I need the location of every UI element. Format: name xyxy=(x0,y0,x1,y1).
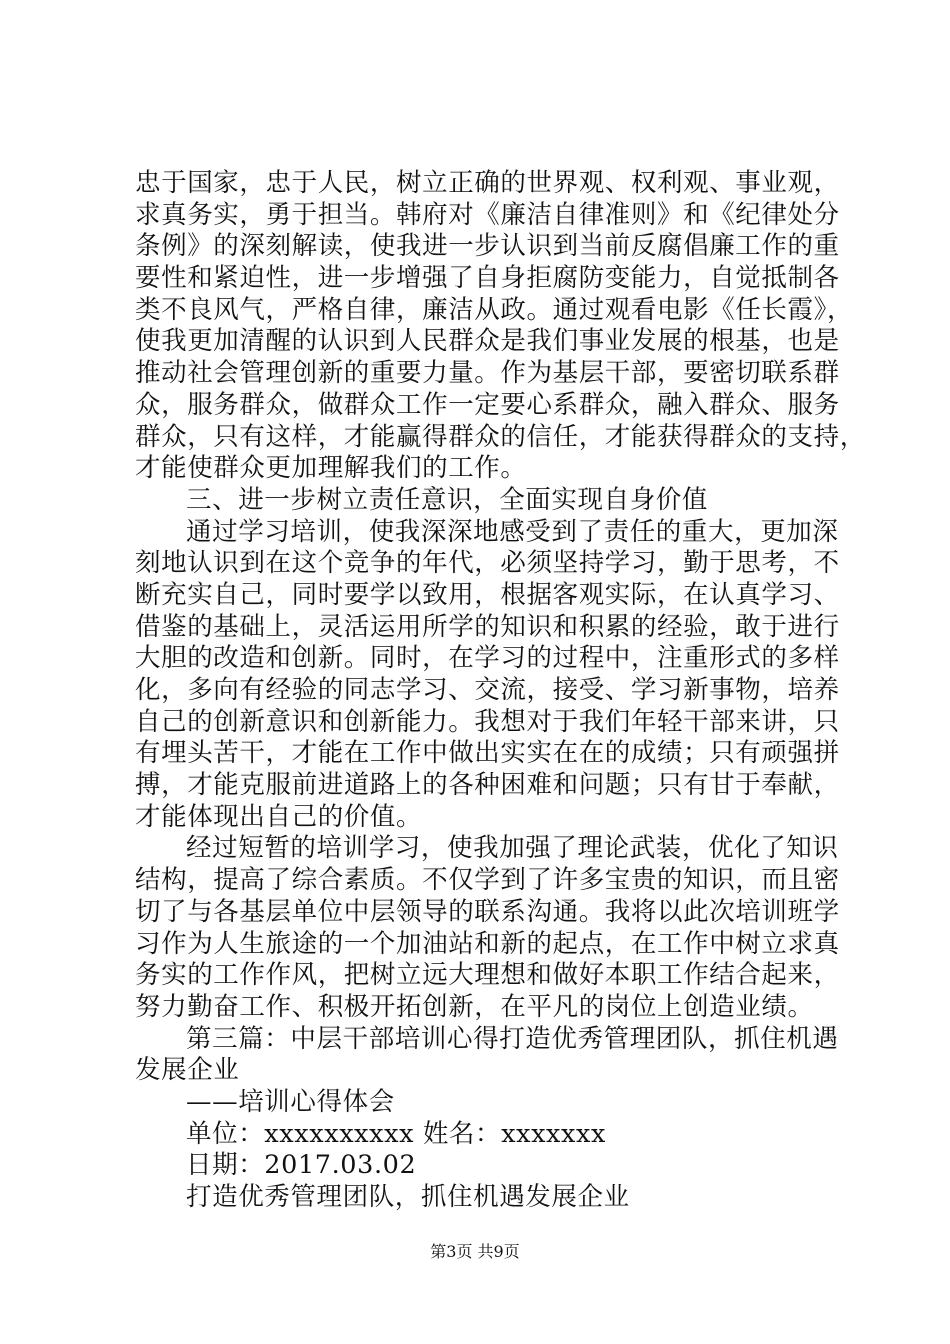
text-line: 单位：xxxxxxxxxx 姓名：xxxxxxx xyxy=(186,1118,606,1149)
text-line: 推动社会管理创新的重要力量。作为基层干部，要密切联系群 xyxy=(135,358,840,389)
text-line: 务实的工作作风，把树立远大理想和做好本职工作结合起来， xyxy=(135,960,840,991)
text-line: 第三篇：中层干部培训心得打造优秀管理团队，抓住机遇 xyxy=(186,1023,839,1054)
text-line: 才能使群众更加理解我们的工作。 xyxy=(135,453,527,484)
text-line: 切了与各基层单位中层领导的联系沟通。我将以此次培训班学 xyxy=(135,896,840,927)
text-line: 大胆的改造和创新。同时，在学习的过程中，注重形式的多样 xyxy=(135,643,840,674)
text-line: 通过学习培训，使我深深地感受到了责任的重大，更加深 xyxy=(186,516,839,547)
page-footer: 第3页 共9页 xyxy=(430,1242,520,1261)
text-line: 化，多向有经验的同志学习、交流，接受、学习新事物，培养 xyxy=(135,675,840,705)
text-line: 努力勤奋工作、积极开拓创新，在平凡的岗位上创造业绩。 xyxy=(135,991,814,1022)
text-line: 搏，才能克服前进道路上的各种困难和问题；只有甘于奉献， xyxy=(135,770,840,801)
text-line: 求真务实，勇于担当。韩府对《廉洁自律准则》和《纪律处分 xyxy=(135,199,840,230)
text-line: 习作为人生旅途的一个加油站和新的起点，在工作中树立求真 xyxy=(135,928,840,959)
text-line: 条例》的深刻解读，使我进一步认识到当前反腐倡廉工作的重 xyxy=(135,231,840,262)
text-line: 借鉴的基础上，灵活运用所学的知识和积累的经验，敢于进行 xyxy=(135,611,840,642)
text-line: 三、进一步树立责任意识，全面实现自身价值 xyxy=(186,484,709,515)
text-line: 打造优秀管理团队，抓住机遇发展企业 xyxy=(186,1182,630,1212)
text-line: 群众，只有这样，才能赢得群众的信任，才能获得群众的支持， xyxy=(135,421,866,452)
text-line: 类不良风气，严格自律，廉洁从政。通过观看电影《任长霞》， xyxy=(135,294,854,325)
text-line: 断充实自己，同时要学以致用，根据客观实际，在认真学习、 xyxy=(135,579,840,610)
text-line: 自己的创新意识和创新能力。我想对于我们年轻干部来讲，只 xyxy=(135,706,840,737)
text-line: 发展企业 xyxy=(135,1055,240,1086)
text-line: 忠于国家，忠于人民，树立正确的世界观、权利观、事业观， xyxy=(135,168,840,198)
text-line: 结构，提高了综合素质。不仅学到了许多宝贵的知识，而且密 xyxy=(135,865,840,896)
text-line: 使我更加清醒的认识到人民群众是我们事业发展的根基，也是 xyxy=(135,326,840,357)
text-line: 日期：2017.03.02 xyxy=(186,1150,417,1181)
text-line: 刻地认识到在这个竞争的年代，必须坚持学习，勤于思考，不 xyxy=(135,548,840,579)
text-line: 要性和紧迫性，进一步增强了自身拒腐防变能力，自觉抵制各 xyxy=(135,263,840,294)
text-line: 才能体现出自己的价值。 xyxy=(135,801,423,832)
text-line: 有埋头苦干，才能在工作中做出实实在在的成绩；只有顽强拼 xyxy=(135,738,840,769)
text-line: 众，服务群众，做群众工作一定要心系群众，融入群众、服务 xyxy=(135,389,840,420)
text-line: 经过短暂的培训学习，使我加强了理论武装，优化了知识 xyxy=(186,833,839,864)
document-body xyxy=(135,168,866,1214)
text-line: ——培训心得体会 xyxy=(186,1086,395,1117)
